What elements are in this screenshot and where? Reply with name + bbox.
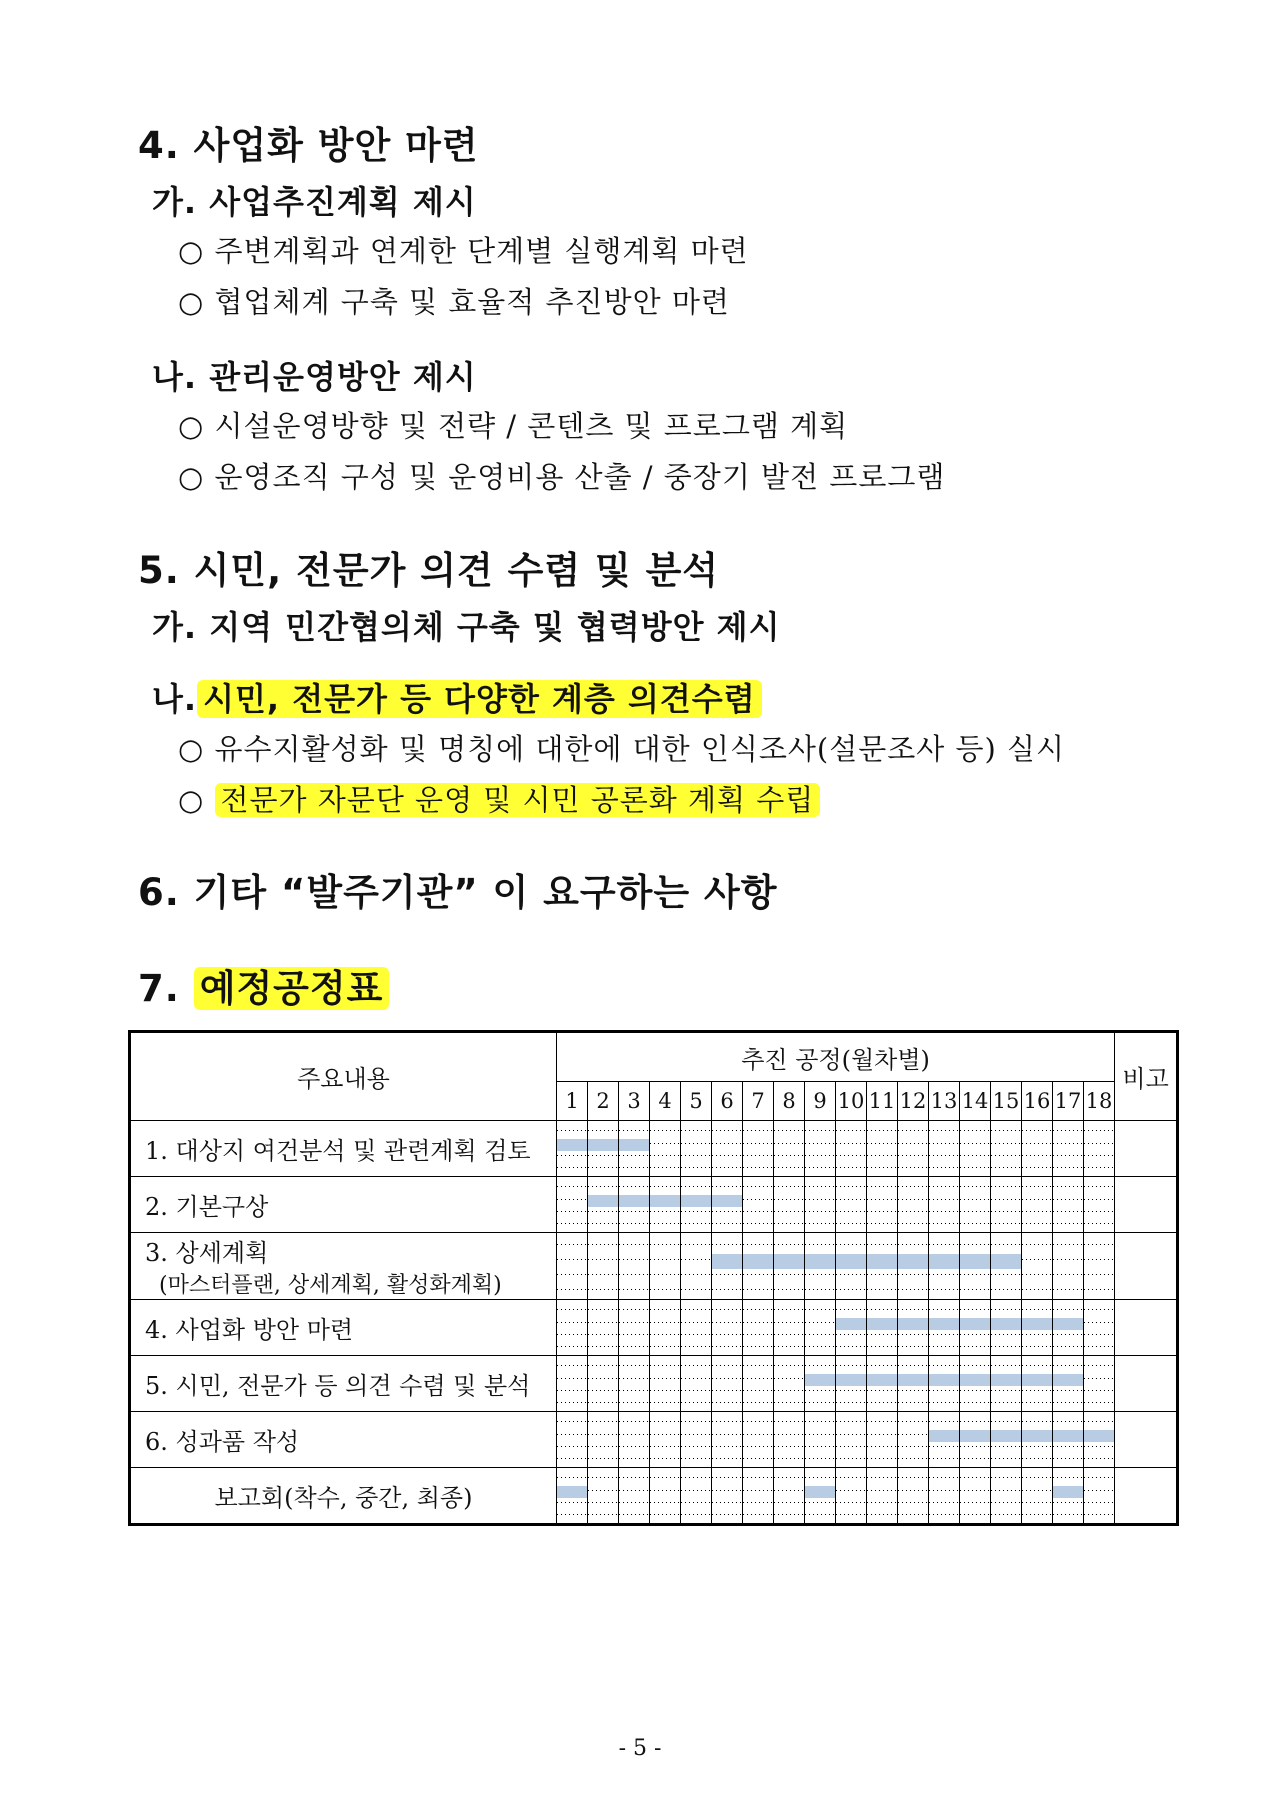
- page-number: - 5 -: [618, 1736, 662, 1761]
- schedule-cell: [836, 1177, 867, 1233]
- item-text: 협업체계 구축 및 효율적 추진방안 마련: [214, 285, 730, 319]
- schedule-bar-cell: [836, 1233, 867, 1300]
- schedule-bar-cell: [557, 1121, 588, 1177]
- schedule-bar-cell: [712, 1177, 743, 1233]
- month-header: 6: [712, 1082, 743, 1121]
- section-5a-title: 가. 지역 민간협의체 구축 및 협력방안 제시: [152, 608, 781, 646]
- schedule-bar-cell: [1084, 1412, 1115, 1468]
- task-label: [130, 1121, 557, 1177]
- list-item: [178, 455, 945, 496]
- table-row: [130, 1177, 1178, 1233]
- task-label-text: 2. 기본구상: [145, 1193, 269, 1221]
- schedule-cell: [867, 1177, 898, 1233]
- table-row: [130, 1233, 1178, 1300]
- remark-cell: [1115, 1356, 1178, 1412]
- schedule-bar-cell: [1053, 1356, 1084, 1412]
- schedule-bar-cell: [960, 1300, 991, 1356]
- schedule-cell: [619, 1300, 650, 1356]
- schedule-cell: [743, 1177, 774, 1233]
- month-header: 16: [1022, 1082, 1053, 1121]
- schedule-cell: [650, 1356, 681, 1412]
- task-label-text: 6. 성과품 작성: [145, 1428, 300, 1456]
- schedule-cell: [1053, 1177, 1084, 1233]
- section-5-title: 5. 시민, 전문가 의견 수렴 및 분석: [138, 549, 720, 592]
- schedule-cell: [743, 1412, 774, 1468]
- schedule-bar-cell: [867, 1356, 898, 1412]
- remark-cell: [1115, 1468, 1178, 1525]
- schedule-cell: [712, 1412, 743, 1468]
- schedule-cell: [712, 1356, 743, 1412]
- schedule-bar-cell: [991, 1356, 1022, 1412]
- schedule-cell: [774, 1177, 805, 1233]
- month-header: 12: [898, 1082, 929, 1121]
- schedule-cell: [619, 1412, 650, 1468]
- schedule-cell: [774, 1121, 805, 1177]
- month-header: 2: [588, 1082, 619, 1121]
- header-remark: 비고: [1115, 1032, 1178, 1121]
- schedule-cell: [991, 1121, 1022, 1177]
- schedule-bar-cell: [588, 1177, 619, 1233]
- section-5b-prefix: 나.: [152, 680, 198, 718]
- schedule-bar-cell: [805, 1356, 836, 1412]
- section-5b-title: [152, 674, 762, 720]
- item-text: 시설운영방향 및 전략 / 콘텐츠 및 프로그램 계획: [214, 409, 849, 443]
- circle-bullet-icon: ○: [178, 409, 205, 443]
- remark-cell: [1115, 1412, 1178, 1468]
- item-text: 주변계획과 연계한 단계별 실행계획 마련: [214, 234, 749, 268]
- schedule-cell: [867, 1468, 898, 1525]
- schedule-cell: [805, 1300, 836, 1356]
- item-text: 유수지활성화 및 명칭에 대한에 대한 인식조사(설문조사 등) 실시: [214, 732, 1066, 766]
- schedule-cell: [805, 1412, 836, 1468]
- task-label: [130, 1412, 557, 1468]
- month-header: 8: [774, 1082, 805, 1121]
- schedule-cell: [1084, 1468, 1115, 1525]
- schedule-bar-cell: [1053, 1468, 1084, 1525]
- schedule-cell: [929, 1121, 960, 1177]
- schedule-cell: [743, 1356, 774, 1412]
- table-row: [130, 1356, 1178, 1412]
- schedule-cell: [619, 1356, 650, 1412]
- schedule-bar-cell: [774, 1233, 805, 1300]
- schedule-cell: [929, 1177, 960, 1233]
- schedule-cell: [681, 1412, 712, 1468]
- schedule-cell: [557, 1356, 588, 1412]
- schedule-bar-cell: [929, 1356, 960, 1412]
- circle-bullet-icon: ○: [178, 732, 205, 766]
- section-6-title: 6. 기타 “발주기관” 이 요구하는 사항: [138, 871, 778, 914]
- schedule-cell: [650, 1233, 681, 1300]
- schedule-bar-cell: [1022, 1412, 1053, 1468]
- list-item: [178, 404, 848, 445]
- table-row: [130, 1121, 1178, 1177]
- schedule-cell: [836, 1468, 867, 1525]
- month-header: 14: [960, 1082, 991, 1121]
- schedule-cell: [557, 1233, 588, 1300]
- schedule-bar-cell: [650, 1177, 681, 1233]
- month-header: 1: [557, 1082, 588, 1121]
- schedule-bar-cell: [836, 1300, 867, 1356]
- schedule-cell: [588, 1356, 619, 1412]
- schedule-bar-cell: [898, 1356, 929, 1412]
- table-row: [130, 1300, 1178, 1356]
- schedule-cell: [929, 1468, 960, 1525]
- schedule-cell: [588, 1233, 619, 1300]
- schedule-bar-cell: [960, 1356, 991, 1412]
- schedule-bar-cell: [836, 1356, 867, 1412]
- schedule-cell: [557, 1412, 588, 1468]
- schedule-cell: [1084, 1233, 1115, 1300]
- schedule-cell: [991, 1468, 1022, 1525]
- month-header: 5: [681, 1082, 712, 1121]
- schedule-cell: [712, 1300, 743, 1356]
- schedule-cell: [774, 1412, 805, 1468]
- schedule-cell: [1084, 1121, 1115, 1177]
- schedule-cell: [1022, 1468, 1053, 1525]
- task-sublabel: (마스터플랜, 상세계획, 활성화계획): [159, 1273, 502, 1298]
- schedule-bar-cell: [743, 1233, 774, 1300]
- schedule-cell: [650, 1412, 681, 1468]
- schedule-cell: [867, 1121, 898, 1177]
- schedule-cell: [805, 1121, 836, 1177]
- schedule-bar-cell: [991, 1412, 1022, 1468]
- schedule-cell: [774, 1356, 805, 1412]
- schedule-cell: [681, 1356, 712, 1412]
- task-label-text: 5. 시민, 전문가 등 의견 수렴 및 분석: [145, 1372, 531, 1400]
- task-label-text: 1. 대상지 여건분석 및 관련계획 검토: [145, 1137, 531, 1165]
- schedule-bar-cell: [929, 1412, 960, 1468]
- month-header: 13: [929, 1082, 960, 1121]
- schedule-bar-cell: [960, 1412, 991, 1468]
- schedule-cell: [960, 1121, 991, 1177]
- header-content: 주요내용: [130, 1032, 557, 1121]
- schedule-cell: [1084, 1356, 1115, 1412]
- month-header: 7: [743, 1082, 774, 1121]
- schedule-cell: [743, 1300, 774, 1356]
- schedule-bar-cell: [805, 1468, 836, 1525]
- header-process: 추진 공정(월차별): [557, 1032, 1115, 1082]
- remark-cell: [1115, 1121, 1178, 1177]
- schedule-bar-cell: [1022, 1300, 1053, 1356]
- circle-bullet-icon: ○: [178, 783, 205, 817]
- schedule-bar-cell: [619, 1121, 650, 1177]
- schedule-cell: [1022, 1177, 1053, 1233]
- schedule-bar-cell: [588, 1121, 619, 1177]
- month-header: 18: [1084, 1082, 1115, 1121]
- list-item: [178, 727, 1065, 768]
- schedule-bar-cell: [929, 1233, 960, 1300]
- item-text: 운영조직 구성 및 운영비용 산출 / 중장기 발전 프로그램: [214, 460, 946, 494]
- schedule-table: [128, 1030, 1179, 1526]
- task-label: [130, 1356, 557, 1412]
- section-4-title: 4. 사업화 방안 마련: [138, 124, 479, 167]
- schedule-cell: [588, 1468, 619, 1525]
- schedule-bar-cell: [1022, 1356, 1053, 1412]
- month-header: 3: [619, 1082, 650, 1121]
- schedule-cell: [557, 1177, 588, 1233]
- month-header: 4: [650, 1082, 681, 1121]
- circle-bullet-icon: ○: [178, 234, 205, 268]
- schedule-bar-cell: [898, 1233, 929, 1300]
- section-7-title: [138, 958, 389, 1012]
- schedule-bar-cell: [867, 1300, 898, 1356]
- schedule-bar-cell: [867, 1233, 898, 1300]
- month-header: 9: [805, 1082, 836, 1121]
- schedule-bar-cell: [960, 1233, 991, 1300]
- month-header: 10: [836, 1082, 867, 1121]
- schedule-cell: [650, 1468, 681, 1525]
- schedule-bar-cell: [991, 1233, 1022, 1300]
- schedule-bar-cell: [557, 1468, 588, 1525]
- schedule-cell: [1053, 1121, 1084, 1177]
- schedule-cell: [898, 1412, 929, 1468]
- schedule-cell: [836, 1121, 867, 1177]
- schedule-cell: [774, 1468, 805, 1525]
- month-header: 17: [1053, 1082, 1084, 1121]
- schedule-bar-cell: [712, 1233, 743, 1300]
- remark-cell: [1115, 1233, 1178, 1300]
- schedule-cell: [619, 1468, 650, 1525]
- schedule-cell: [836, 1412, 867, 1468]
- schedule-cell: [650, 1300, 681, 1356]
- schedule-cell: [681, 1121, 712, 1177]
- schedule-cell: [743, 1468, 774, 1525]
- schedule-bar-cell: [929, 1300, 960, 1356]
- task-label: [130, 1233, 557, 1300]
- schedule-cell: [712, 1121, 743, 1177]
- schedule-cell: [588, 1300, 619, 1356]
- task-label-text: 보고회(착수, 중간, 최종): [214, 1484, 473, 1512]
- schedule-cell: [681, 1233, 712, 1300]
- remark-cell: [1115, 1300, 1178, 1356]
- table-row: [130, 1468, 1178, 1525]
- schedule-cell: [743, 1121, 774, 1177]
- remark-cell: [1115, 1177, 1178, 1233]
- list-item: [178, 280, 730, 321]
- schedule-cell: [1022, 1121, 1053, 1177]
- circle-bullet-icon: ○: [178, 460, 205, 494]
- schedule-cell: [588, 1412, 619, 1468]
- section-7-prefix: 7.: [138, 967, 180, 1010]
- schedule-cell: [650, 1121, 681, 1177]
- schedule-bar-cell: [1053, 1300, 1084, 1356]
- list-item: [178, 229, 749, 270]
- schedule-cell: [1084, 1177, 1115, 1233]
- task-label-text: 3. 상세계획: [145, 1239, 269, 1267]
- item-text-highlight: 전문가 자문단 운영 및 시민 공론화 계획 수립: [215, 783, 821, 817]
- task-label-text: 4. 사업화 방안 마련: [145, 1316, 354, 1344]
- schedule-cell: [619, 1233, 650, 1300]
- schedule-cell: [898, 1468, 929, 1525]
- section-4b-title: 나. 관리운영방안 제시: [152, 358, 477, 396]
- schedule-cell: [960, 1468, 991, 1525]
- task-label: [130, 1468, 557, 1525]
- schedule-bar-cell: [619, 1177, 650, 1233]
- section-7-highlight: 예정공정표: [194, 967, 390, 1010]
- schedule-cell: [712, 1468, 743, 1525]
- schedule-cell: [681, 1468, 712, 1525]
- schedule-cell: [1022, 1233, 1053, 1300]
- schedule-cell: [557, 1300, 588, 1356]
- table-row: [130, 1412, 1178, 1468]
- schedule-cell: [960, 1177, 991, 1233]
- schedule-bar-cell: [805, 1233, 836, 1300]
- task-label: [130, 1177, 557, 1233]
- schedule-bar-cell: [991, 1300, 1022, 1356]
- schedule-cell: [1053, 1233, 1084, 1300]
- schedule-cell: [774, 1300, 805, 1356]
- schedule-cell: [867, 1412, 898, 1468]
- month-header: 11: [867, 1082, 898, 1121]
- schedule-cell: [991, 1177, 1022, 1233]
- schedule-cell: [805, 1177, 836, 1233]
- list-item: [178, 778, 820, 819]
- circle-bullet-icon: ○: [178, 285, 205, 319]
- schedule-cell: [1084, 1300, 1115, 1356]
- schedule-cell: [681, 1300, 712, 1356]
- schedule-cell: [898, 1177, 929, 1233]
- task-label: [130, 1300, 557, 1356]
- month-header: 15: [991, 1082, 1022, 1121]
- schedule-bar-cell: [681, 1177, 712, 1233]
- schedule-bar-cell: [1053, 1412, 1084, 1468]
- schedule-cell: [898, 1121, 929, 1177]
- section-4a-title: 가. 사업추진계획 제시: [152, 183, 477, 221]
- schedule-bar-cell: [898, 1300, 929, 1356]
- section-5b-highlight: 시민, 전문가 등 다양한 계층 의견수렴: [197, 680, 762, 718]
